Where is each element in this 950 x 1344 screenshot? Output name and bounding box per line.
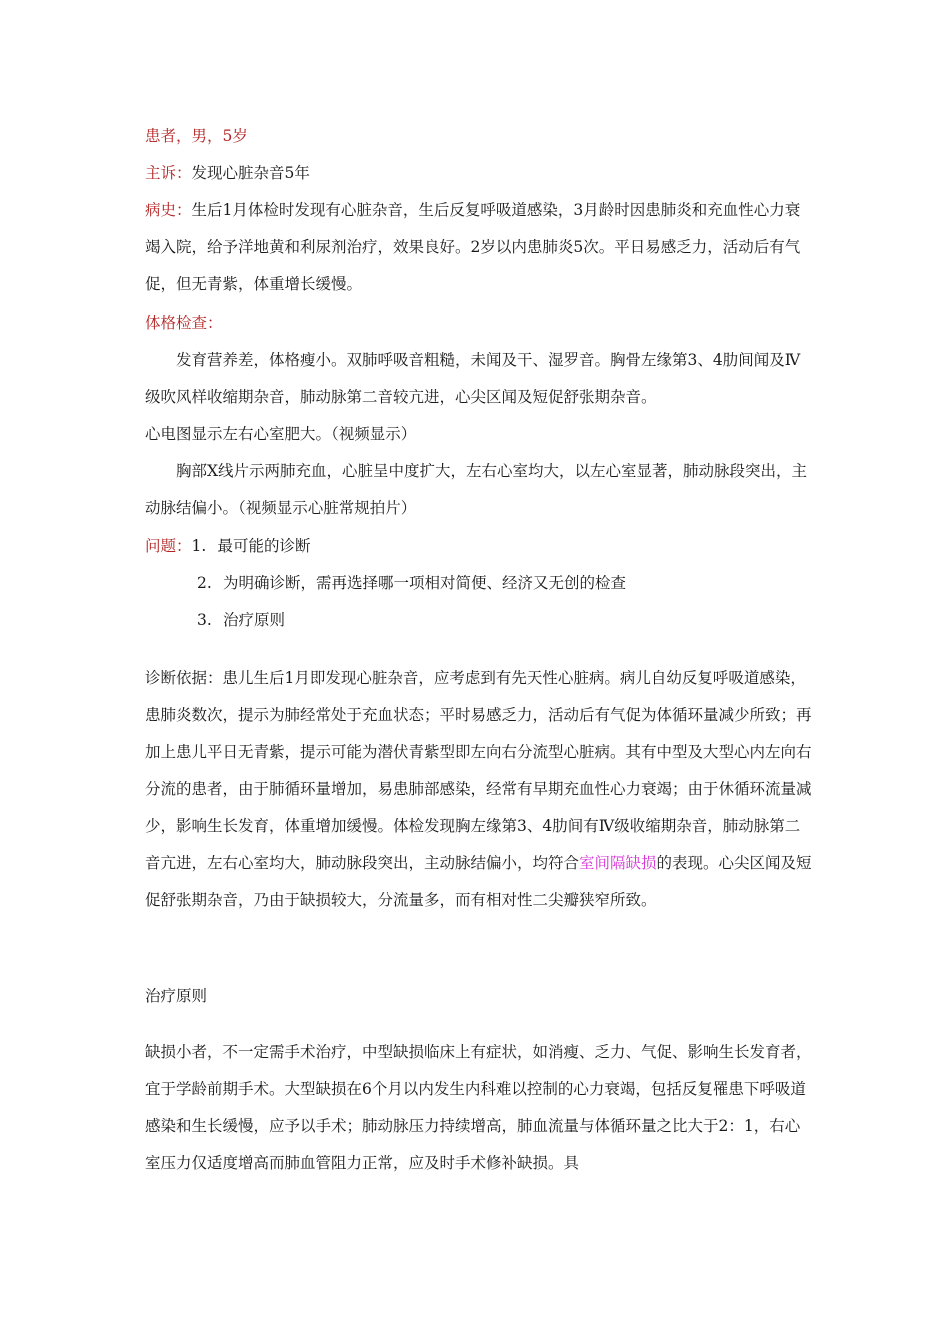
diagnosis-text: 诊断依据：患儿生后1月即发现心脏杂音，应考虑到有先天性心脏病。病儿自幼反复呼吸道感染，患肺炎数次，提示为肺经常处于充血状态；平时易感乏力，活动后有气促为体循环量减少所致；再加上患儿平日无青紫，提示可能为潜伏青紫型即左向右分流型心脏病。其有中型及大型心内左向右分流的患者，由于肺循环量增加，易患肺部感染，经常有早期充血性心力衰竭；由于休循环流量减少，影响生长发育，体重增加缓慢。体检发现胸左缘第3、4肋间有Ⅳ级收缩期杂音，肺动脉第二音亢进，左右心室均大，肺动脉段突出，主动脉结偏小，均符合 [145, 669, 812, 872]
treatment-heading: 治疗原则 [145, 987, 208, 1005]
history-text: 生后1月体检时发现有心脏杂音，生后反复呼吸道感染，3月龄时因患肺炎和充血性心力衰竭入院，给予洋地黄和利尿剂治疗，效果良好。2岁以内患肺炎5次。平日易感乏力，活动后有气促，但无青紫，体重增长缓慢。 [145, 201, 801, 293]
question-item [145, 565, 815, 602]
question-number: 3. [197, 611, 212, 629]
question-item [145, 602, 815, 639]
diagnosis-basis [145, 660, 815, 919]
xray-result: 胸部X线片示两肺充血，心脏呈中度扩大，左右心室均大，以左心室显著，肺动脉段突出，主动脉结偏小。（视频显示心脏常规拍片） [145, 462, 808, 517]
question-number: 1. [191, 537, 207, 555]
exam-heading: 体格检查： [145, 314, 223, 332]
complaint-label: 主诉： [145, 164, 192, 182]
diagnosis-text-end: 的表现。心尖区闻及短促舒张期杂音，乃由于缺损较大，分流量多，而有相对性二尖瓣狭窄所致。 [145, 854, 812, 909]
question-item [145, 528, 815, 565]
medical-history [145, 192, 815, 303]
question-text: 最可能的诊断 [217, 537, 311, 555]
exam-findings: 发育营养差，体格瘦小。双肺呼吸音粗糙，未闻及干、湿罗音。胸骨左缘第3、4肋间闻及Ⅳ级吹风样收缩期杂音，肺动脉第二音较亢进，心尖区闻及短促舒张期杂音。 [145, 351, 801, 406]
diagnosis-highlight: 室间隔缺损 [579, 854, 657, 872]
questions-section [145, 528, 815, 639]
complaint-text: 发现心脏杂音5年 [191, 164, 310, 182]
question-text: 治疗原则 [223, 611, 286, 629]
history-label: 病史： [145, 201, 192, 219]
ecg-result: 心电图显示左右心室肥大。（视频显示） [145, 425, 417, 443]
patient-info: 患者，男，5岁 [145, 127, 248, 145]
question-label: 问题： [145, 537, 192, 555]
question-number: 2. [197, 574, 212, 592]
treatment-text: 缺损小者，不一定需手术治疗，中型缺损临床上有症状，如消瘦、乏力、气促、影响生长发育者，宜于学龄前期手术。大型缺损在6个月以内发生内科难以控制的心力衰竭，包括反复罹患下呼吸道感染和生长缓慢，应予以手术；肺动脉压力持续增高，肺血流量与体循环量之比大于2：1，右心室压力仅适度增高而肺血管阻力正常，应及时手术修补缺损。具 [145, 1043, 812, 1172]
chief-complaint [145, 155, 815, 192]
question-text: 为明确诊断，需再选择哪一项相对简便、经济又无创的检查 [223, 574, 627, 592]
